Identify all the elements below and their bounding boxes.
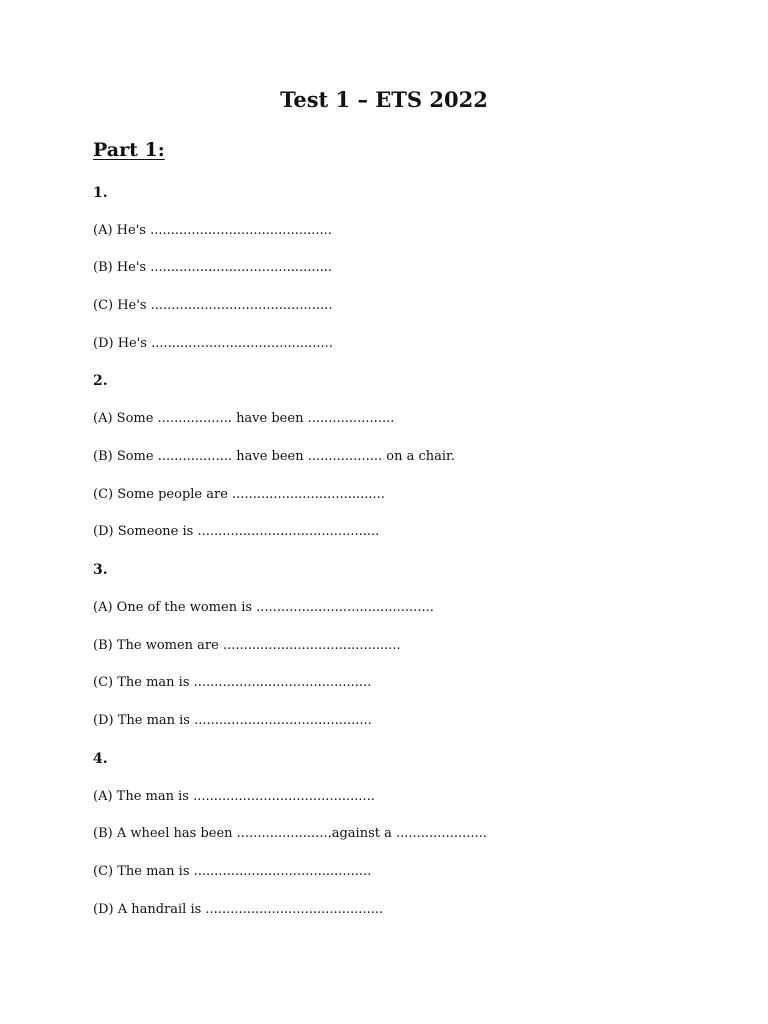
answer-option: (C) Some people are ..................................... (93, 487, 385, 502)
question-number: 4. (93, 751, 108, 767)
answer-option: (A) Some .................. have been ..................... (93, 411, 395, 426)
page-title: Test 1 – ETS 2022 (280, 87, 488, 112)
answer-option: (D) Someone is ............................................ (93, 524, 380, 539)
answer-option: (B) Some .................. have been .................. on a chair. (93, 449, 455, 464)
question-number: 1. (93, 185, 108, 201)
answer-option: (C) The man is ........................................... (93, 864, 372, 879)
answer-option: (B) He's ............................................ (93, 260, 333, 275)
answer-option: (B) The women are ........................................... (93, 638, 401, 653)
answer-option: (D) The man is ........................................... (93, 713, 372, 728)
question-number: 3. (93, 562, 108, 578)
answer-option: (A) The man is ............................................ (93, 789, 375, 804)
answer-option: (A) One of the women is ........................................... (93, 600, 434, 615)
answer-option: (C) He's ............................................ (93, 298, 333, 313)
answer-option: (B) A wheel has been .......................against a ...................... (93, 826, 487, 841)
answer-option: (C) The man is ........................................... (93, 675, 372, 690)
part-heading: Part 1: (93, 139, 165, 161)
answer-option: (A) He's ............................................ (93, 223, 332, 238)
answer-option: (D) He's ............................................ (93, 336, 333, 351)
answer-option: (D) A handrail is ........................................... (93, 902, 384, 917)
question-number: 2. (93, 373, 108, 389)
